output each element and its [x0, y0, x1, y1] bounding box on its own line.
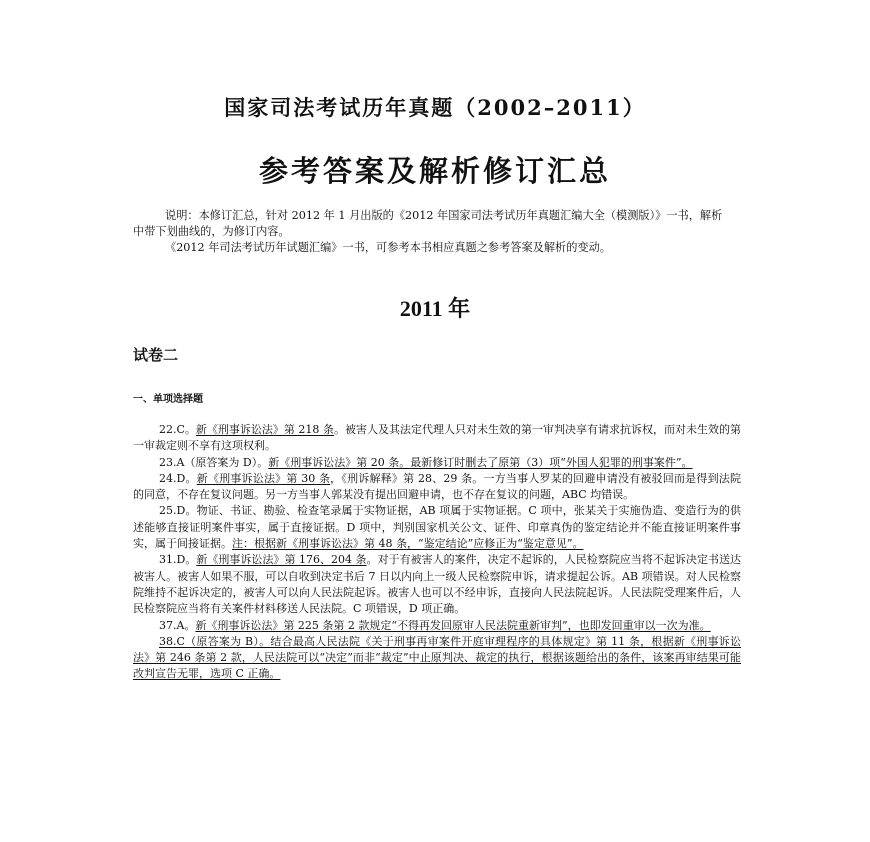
answer-text: 23.A（原答案为 D）。 — [159, 455, 269, 469]
answer-item — [133, 634, 741, 683]
revised-text: 新《刑事诉讼法》第 176、204 条 — [196, 553, 367, 567]
document-title: 国家司法考试历年真题（2002–2011） — [224, 95, 646, 120]
answer-item — [133, 422, 741, 455]
explanation-note — [133, 208, 733, 256]
answer-text: 。对于有被害人的案件，决定不起诉的，人民检察院应当将不起诉决定书送达被害人。被害人如果不服，可以自收到决定书后 7 日以内向上一级人民检察院申诉，请求提起公诉。AB 项错误。对人民检察院维持不起诉决定的，被害人可以向人民法院起诉。被害人也可以不经申诉，直接向人民法院起诉。人民法院受理案件后，人民检察院应当将有关案件材料移送人民法院。C 项错误，D 项正确。 — [133, 553, 741, 616]
answer-text: ，《刑诉解释》第 28、29 条。一方当事人罗某的回避申请没有被驳回而是得到法院的同意，不存在复议问题。另一方当事人郭某没有提出回避申请，也不存在复议的问题，ABC 均错误。 — [133, 471, 741, 502]
year-heading: 2011 年 — [399, 296, 471, 321]
note-paragraph-2: 《2012 年司法考试历年试题汇编》一书，可参考本书相应真题之参考答案及解析的变动。 — [165, 241, 611, 254]
answer-text: 31.D。 — [159, 553, 197, 567]
answer-text: 22.C。 — [159, 423, 196, 436]
revised-text: 注：根据新《刑事诉讼法》第 48 条，“鉴定结论”应修正为“鉴定意见”。 — [232, 537, 584, 551]
answer-item — [133, 503, 741, 552]
note-paragraph-1: 说明：本修订汇总，针对 2012 年 1 月出版的《2012 年国家司法考试历年真题汇编大全（模测版）》一书，解析中带下划曲线的，为修订内容。 — [133, 209, 723, 238]
answer-text: 24.D。 — [159, 471, 197, 485]
answer-item — [133, 618, 741, 634]
revised-text: 新《刑事诉讼法》第 30 条 — [196, 471, 331, 485]
answer-text: 。被害人及其法定代理人只对未生效的第一审判决享有请求抗诉权，而对未生效的第一审裁定则不享有这项权利。 — [133, 423, 741, 453]
answer-list — [133, 422, 741, 683]
revised-text: 新《刑事诉讼法》第 218 条 — [195, 423, 334, 436]
document-subtitle: 参考答案及解析修订汇总 — [258, 154, 611, 188]
answer-text: 37.A。 — [159, 618, 196, 632]
revised-text: 38.C（原答案为 B）。结合最高人民法院《关于刑事再审案件开庭审理程序的具体规定》第 11 条，根据新《刑事诉讼法》第 246 条第 2 款，人民法院可以“决定”而非“裁定”中止原判决、裁定的执行，根据该题给出的条件，该案再审结果可能改判宣告无罪，选项 C 正确。 — [133, 634, 741, 681]
answer-item — [133, 455, 741, 471]
section-heading: 一、单项选择题 — [133, 394, 203, 405]
answer-item — [133, 471, 741, 504]
answer-item — [133, 552, 741, 617]
answer-text: 25.D。物证、书证、勘验、检查笔录属于实物证据，AB 项属于实物证据。C 项中，张某关于实施伪造、变造行为的供述能够直接证明案件事实，属于直接证据。D 项中，判别国家机关公文、证件、印章真伪的鉴定结论并不能直接证明案件事实，属于间接证据。 — [133, 504, 741, 551]
revised-text: 新《刑事诉讼法》第 225 条第 2 款规定“不得再发回原审人民法院重新审判”，也即发回重审以一次为准。 — [195, 618, 711, 632]
paper-heading: 试卷二 — [133, 346, 179, 364]
revised-text: 新《刑事诉讼法》第 20 条。最新修订时删去了原第（3）项“外国人犯罪的刑事案件”。 — [268, 455, 693, 469]
